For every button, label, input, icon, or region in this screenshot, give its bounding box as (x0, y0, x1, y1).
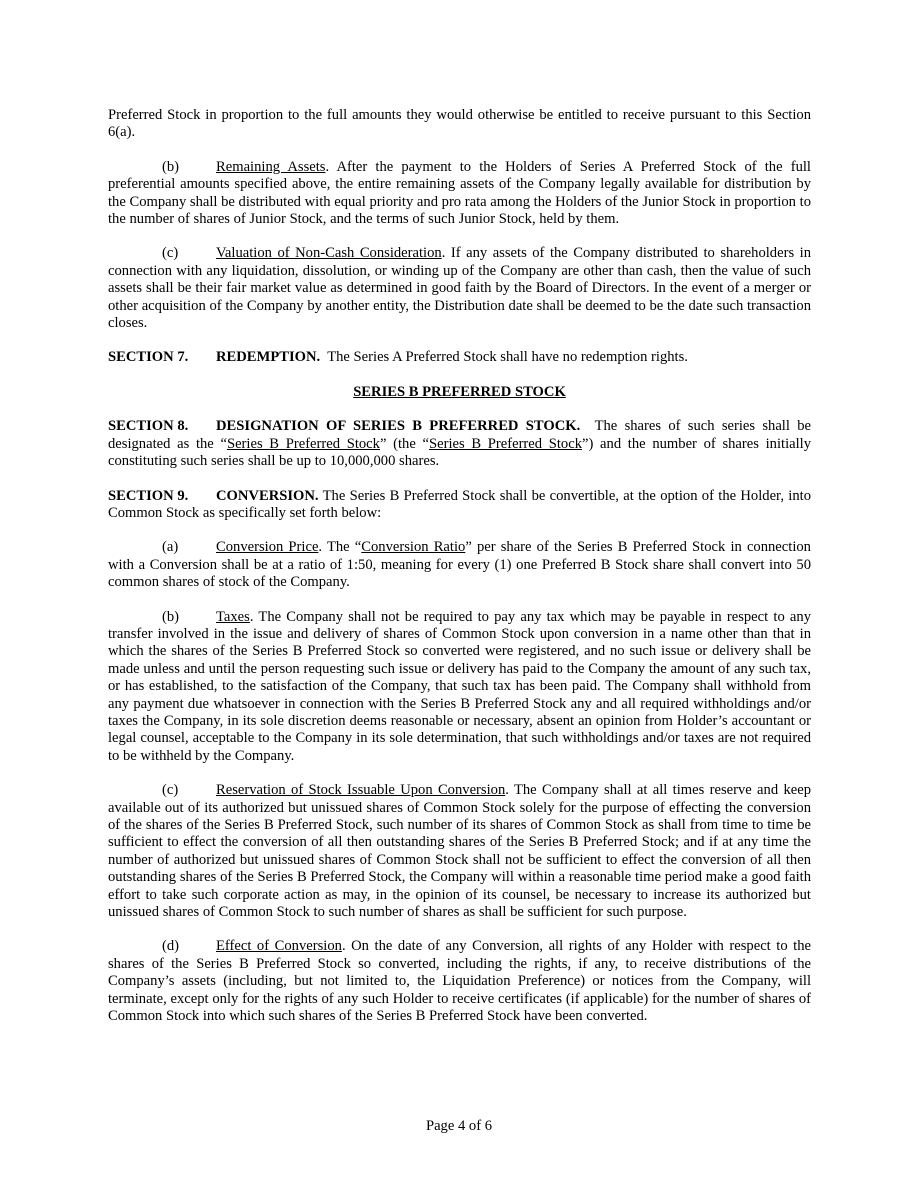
subsection-label: (b) (162, 158, 180, 175)
subsection-title: Remaining Assets (216, 158, 326, 175)
section-label: SECTION 9. (108, 487, 189, 504)
subsection-label: (d) (162, 938, 180, 955)
document-page (108, 107, 815, 1042)
paragraph-6a-continuation: Preferred Stock in proportion to the full amounts they would otherwise be entitled to receive pursuant to this Section 6(a). (108, 107, 811, 141)
subsection-label: (a) (162, 539, 179, 556)
subsection-title: Valuation of Non-Cash Consideration (216, 245, 442, 262)
paragraph-9b: (b) Taxes. The Company shall not be required to pay any tax which may be payable in respect to any transfer involved in the issue and delivery of shares of Common Stock upon conversion in a name other than that in which the shares of the Series B Preferred Stock so converted were registered, and no such issue or delivery shall be made unless and until the person requesting such issue or delivery has paid to the Company the amount of any such tax, or has established, to the satisfaction of the Company, that such tax has been paid. The Company shall withhold from any payment due whatsoever in connection with the Series B Preferred Stock any and all required withholdings and/or taxes the Company, in its sole discretion deems reasonable or necessary, absent an opinion from Holder’s accountant or legal counsel, acceptable to the Company in its sole determination, that such withholdings and/or taxes are not required to be withheld by the Company. (108, 608, 811, 764)
subsection-label: (c) (162, 245, 179, 262)
section-label: SECTION 7. (108, 349, 189, 366)
section-title: REDEMPTION. (216, 349, 321, 366)
paragraph-6b: (b) Remaining Assets. After the payment to the Holders of Series A Preferred Stock of the full preferential amounts specified above, the entire remaining assets of the Company legally available for distribution by the Company shall be distributed with equal priority and pro rata among the Holders of the Junior Stock in proportion to the number of shares of Junior Stock, and the terms of such Junior Stock, held by them. (108, 158, 811, 228)
paragraph-9c: (c) Reservation of Stock Issuable Upon Conversion. The Company shall at all times reserve and keep available out of its authorized but unissued shares of Common Stock solely for the purpose of effecting the conversion of the shares of the Series B Preferred Stock, such number of its shares of Common Stock as shall from time to time be sufficient to effect the conversion of all then outstanding shares of the Series B Preferred Stock; and if at any time the number of authorized but unissued shares of Common Stock shall not be sufficient to effect the conversion of all then outstanding shares of the Series B Preferred Stock, the Company will within a reasonable time period make a good faith effort to take such corporate action as may, in the opinion of its counsel, be necessary to increase its authorized but unissued shares of Common Stock to such number of shares as shall be sufficient for such purpose. (108, 782, 811, 921)
section-8: SECTION 8. DESIGNATION OF SERIES B PREFERRED STOCK. The shares of such series shall be designated as the “Series B Preferred Stock” (the “Series B Preferred Stock”) and the number of shares initially constituting such series shall be up to 10,000,000 shares. (108, 418, 815, 470)
subsection-title: Reservation of Stock Issuable Upon Conversion (216, 782, 506, 799)
subsection-title: Effect of Conversion (216, 938, 342, 955)
subsection-title: Conversion Price (216, 539, 319, 556)
page-number: Page 4 of 6 (425, 1118, 493, 1134)
section-title: CONVERSION. (216, 487, 319, 504)
section-9: SECTION 9. CONVERSION. The Series B Preferred Stock shall be convertible, at the option of the Holder, into Common Stock as specifically set forth below: (108, 487, 811, 521)
paragraph-6c: (c) Valuation of Non-Cash Consideration. If any assets of the Company distributed to shareholders in connection with any liquidation, dissolution, or winding up of the Company are other than cash, then the value of such assets shall be their fair market value as determined in good faith by the Board of Directors. In the event of a merger or other acquisition of the Company by another entity, the Distribution date shall be deemed to be the date such transaction closes. (108, 245, 811, 332)
section-title: DESIGNATION OF SERIES B PREFERRED STOCK. (216, 418, 581, 435)
subsection-title: Taxes (216, 608, 250, 625)
defined-term: Series B Preferred Stock (429, 435, 583, 452)
section-7: SECTION 7. REDEMPTION. The Series A Preferred Stock shall have no redemption rights. (108, 349, 688, 366)
series-b-heading: SERIES B PREFERRED STOCK (353, 383, 566, 400)
paragraph-9a: (a) Conversion Price. The “Conversion Ratio” per share of the Series B Preferred Stock in connection with a Conversion shall be at a ratio of 1:50, meaning for every (1) one Preferred B Stock share shall convert into 50 common shares of stock of the Company. (108, 539, 811, 591)
defined-term: Series B Preferred Stock (226, 435, 380, 452)
paragraph-9d: (d) Effect of Conversion. On the date of any Conversion, all rights of any Holder with respect to the shares of the Series B Preferred Stock so converted, including the rights, if any, to receive distributions of the Company’s assets (including, but not limited to, the Liquidation Preference) or notices from the Company, will terminate, except only for the rights of any such Holder to receive certificates (if applicable) for the number of shares of Common Stock into which such shares of the Series B Preferred Stock have been converted. (108, 938, 812, 1025)
subsection-label: (b) (162, 608, 180, 625)
defined-term: Conversion Ratio (361, 539, 466, 556)
section-label: SECTION 8. (108, 418, 189, 435)
subsection-label: (c) (162, 782, 179, 799)
